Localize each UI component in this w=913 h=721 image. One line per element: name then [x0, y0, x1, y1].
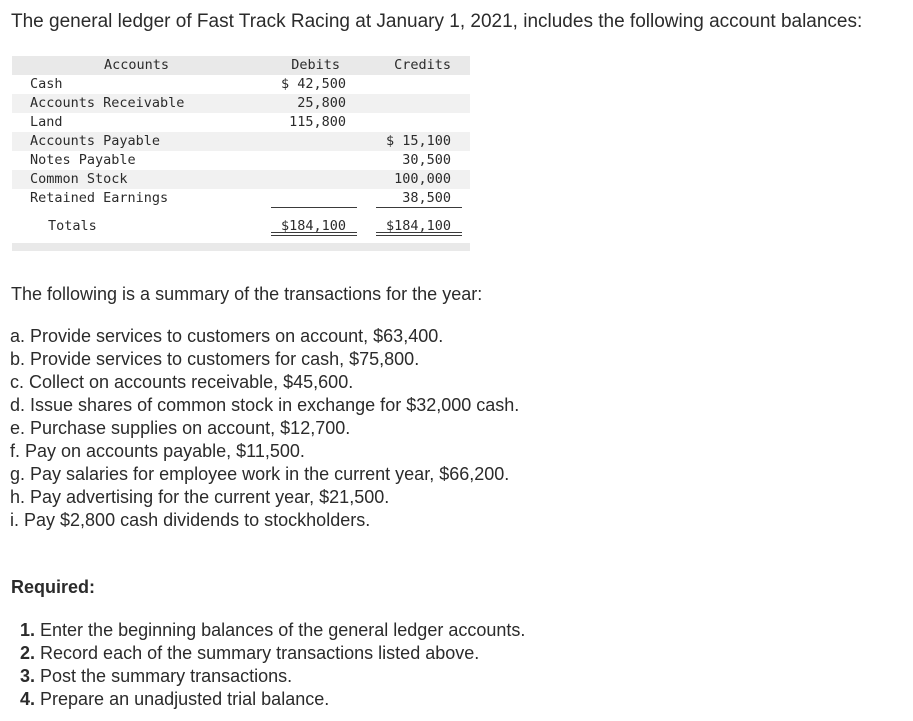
ledger-row — [12, 132, 470, 151]
credit-total: $184,100 — [385, 218, 451, 234]
credit-amount: 38,500 — [402, 190, 451, 206]
debit-total: $184,100 — [280, 218, 346, 234]
credits-column-header: Credits — [394, 57, 451, 73]
transaction-list — [10, 325, 519, 532]
required-heading: Required: — [11, 577, 96, 597]
required-number: 4. — [20, 689, 36, 709]
summary-heading: The following is a summary of the transactions for the year: — [11, 284, 483, 304]
list-item — [20, 665, 525, 688]
account-name: Accounts Payable — [30, 133, 161, 149]
required-list — [20, 619, 525, 711]
credit-amount: $ 15,100 — [385, 133, 451, 149]
debit-subtotal-rule — [271, 207, 357, 208]
ledger-row — [12, 151, 470, 170]
required-text: Post the summary transactions. — [40, 666, 293, 686]
required-text: Enter the beginning balances of the general ledger accounts. — [40, 620, 526, 640]
accounts-column-header: Accounts — [104, 57, 170, 73]
ledger-header-row — [12, 56, 470, 75]
account-name: Land — [30, 114, 63, 130]
credit-subtotal-rule — [376, 207, 462, 208]
ledger-footer-bar — [12, 243, 470, 251]
list-item: f. Pay on accounts payable, $11,500. — [10, 441, 305, 461]
list-item — [20, 619, 525, 642]
required-number: 2. — [20, 643, 36, 663]
ledger-row — [12, 75, 470, 94]
ledger-row — [12, 94, 470, 113]
required-text: Record each of the summary transactions listed above. — [40, 643, 480, 663]
required-text: Prepare an unadjusted trial balance. — [40, 689, 330, 709]
debit-total-double-rule — [271, 232, 357, 236]
credit-amount: 100,000 — [394, 171, 451, 187]
list-item: h. Pay advertising for the current year, $21,500. — [10, 487, 390, 507]
debit-amount: 25,800 — [297, 95, 346, 111]
required-number: 1. — [20, 620, 36, 640]
credit-amount: 30,500 — [402, 152, 451, 168]
list-item: i. Pay $2,800 cash dividends to stockholders. — [10, 510, 371, 530]
list-item: d. Issue shares of common stock in exchange for $32,000 cash. — [10, 395, 520, 415]
list-item: a. Provide services to customers on account, $63,400. — [10, 326, 444, 346]
ledger-row — [12, 113, 470, 132]
account-name: Accounts Receivable — [30, 95, 185, 111]
account-name: Cash — [30, 76, 63, 92]
list-item — [20, 688, 525, 711]
totals-label: Totals — [48, 218, 97, 234]
list-item: b. Provide services to customers for cash, $75,800. — [10, 349, 420, 369]
list-item: c. Collect on accounts receivable, $45,600. — [10, 372, 354, 392]
list-item: e. Purchase supplies on account, $12,700. — [10, 418, 351, 438]
account-name: Notes Payable — [30, 152, 136, 168]
intro-text: The general ledger of Fast Track Racing at January 1, 2021, includes the following account balances: — [11, 11, 863, 32]
debit-amount: 115,800 — [289, 114, 346, 130]
account-name: Retained Earnings — [30, 190, 169, 206]
required-number: 3. — [20, 666, 36, 686]
debits-column-header: Debits — [291, 57, 340, 73]
list-item: g. Pay salaries for employee work in the current year, $66,200. — [10, 464, 510, 484]
ledger-row — [12, 189, 470, 208]
list-item — [20, 642, 525, 665]
debit-amount: $ 42,500 — [280, 76, 346, 92]
account-name: Common Stock — [30, 171, 128, 187]
ledger-table — [12, 56, 470, 240]
ledger-row — [12, 170, 470, 189]
credit-total-double-rule — [376, 232, 462, 236]
